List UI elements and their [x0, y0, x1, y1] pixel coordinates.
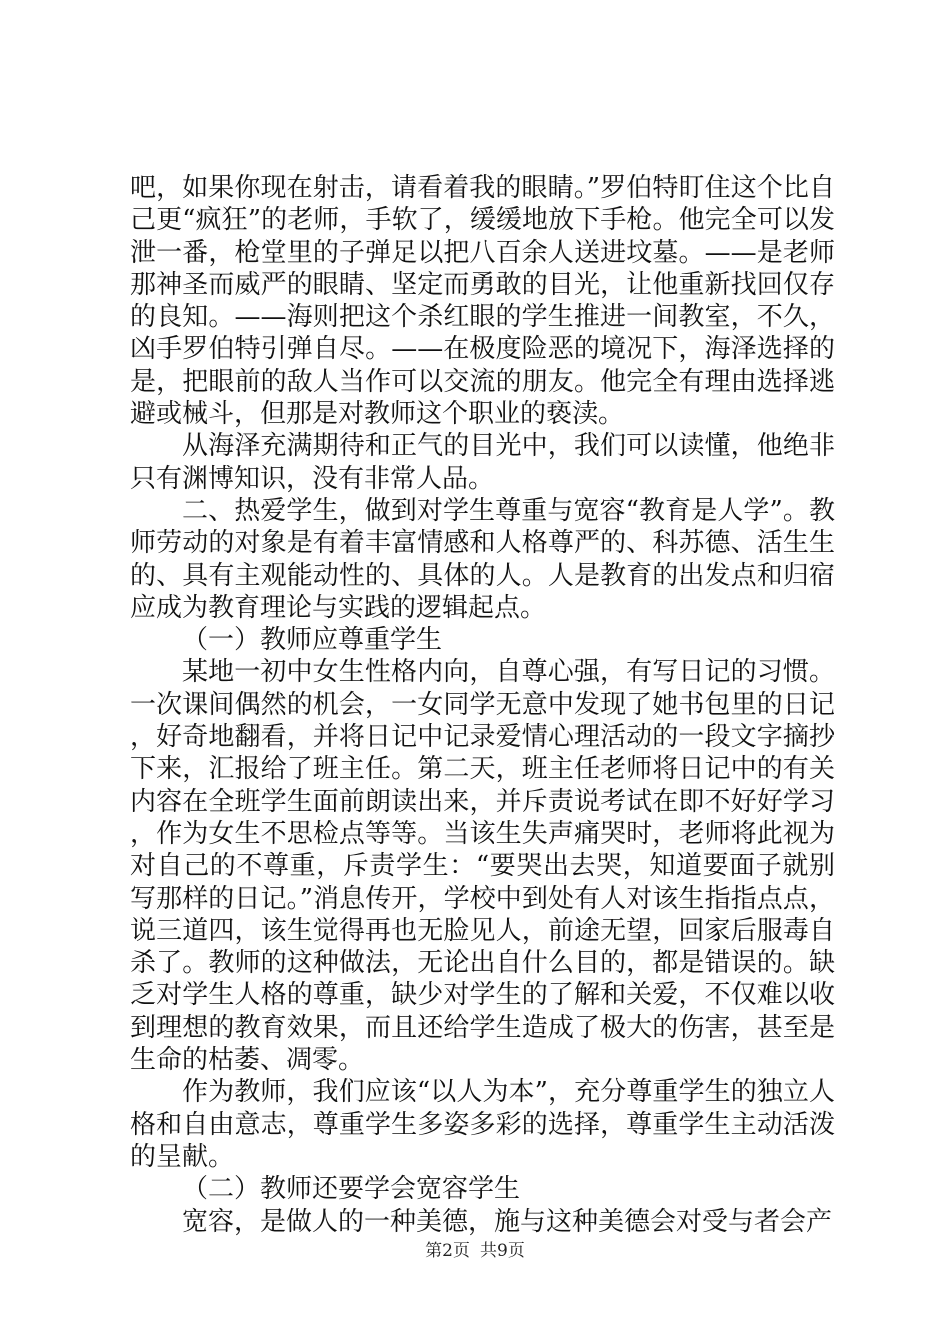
page-footer [0, 1236, 950, 1261]
paragraph: 宽容，是做人的一种美德，施与这种美德会对受与者会产 [182, 1206, 833, 1237]
page-number: 第2页 [425, 1241, 470, 1261]
document-body [130, 172, 835, 1238]
section-heading: （二）教师还要学会宽容学生 [182, 1174, 521, 1205]
section-heading: （一）教师应尊重学生 [182, 625, 443, 656]
paragraph: 从海泽充满期待和正气的目光中，我们可以读懂，他绝非只有渊博知识，没有非常人品。 [130, 431, 835, 494]
paragraph: 二、热爱学生，做到对学生尊重与宽容“教育是人学”。教师劳动的对象是有着丰富情感和人格尊严的、科苏德、活生生的、具有主观能动性的、具体的人。人是教育的出发点和归宿应成为教育理论与实践的逻辑起点。 [130, 495, 835, 623]
paragraph: 某地一初中女生性格内向，自尊心强，有写日记的习惯。一次课间偶然的机会，一女同学无意中发现了她书包里的日记，好奇地翻看，并将日记中记录爱情心理活动的一段文字摘抄下来，汇报给了班主任。第二天，班主任老师将日记中的有关内容在全班学生面前朗读出来，并斥责说考试在即不好好学习，作为女生不思检点等等。当该生失声痛哭时，老师将此视为对自己的不尊重，斥责学生：“要哭出去哭，知道要面子就别写那样的日记。”消息传开，学校中到处有人对该生指指点点，说三道四，该生觉得再也无脸见人，前途无望，回家后服毒自杀了。教师的这种做法，无论出自什么目的，都是错误的。缺乏对学生人格的尊重，缺少对学生的了解和关爱，不仅难以收到理想的教育效果，而且还给学生造成了极大的伤害，甚至是生命的枯萎、凋零。 [130, 657, 835, 1076]
page-total: 共9页 [480, 1241, 525, 1261]
paragraph: 吧，如果你现在射击，请看着我的眼睛。”罗伯特盯住这个比自己更“疯狂”的老师，手软了，缓缓地放下手枪。他完全可以发泄一番，枪堂里的子弹足以把八百余人送进坟墓。——是老师那神圣而威严的眼睛、坚定而勇敢的目光，让他重新找回仅存的良知。——海则把这个杀红眼的学生推进一间教室，不久，凶手罗伯特引弹自尽。——在极度险恶的境况下，海泽选择的是，把眼前的敌人当作可以交流的朋友。他完全有理由选择逃避或械斗，但那是对教师这个职业的亵渎。 [130, 173, 835, 430]
paragraph: 作为教师，我们应该“以人为本”，充分尊重学生的独立人格和自由意志，尊重学生多姿多彩的选择，尊重学生主动活泼的呈献。 [130, 1077, 835, 1172]
